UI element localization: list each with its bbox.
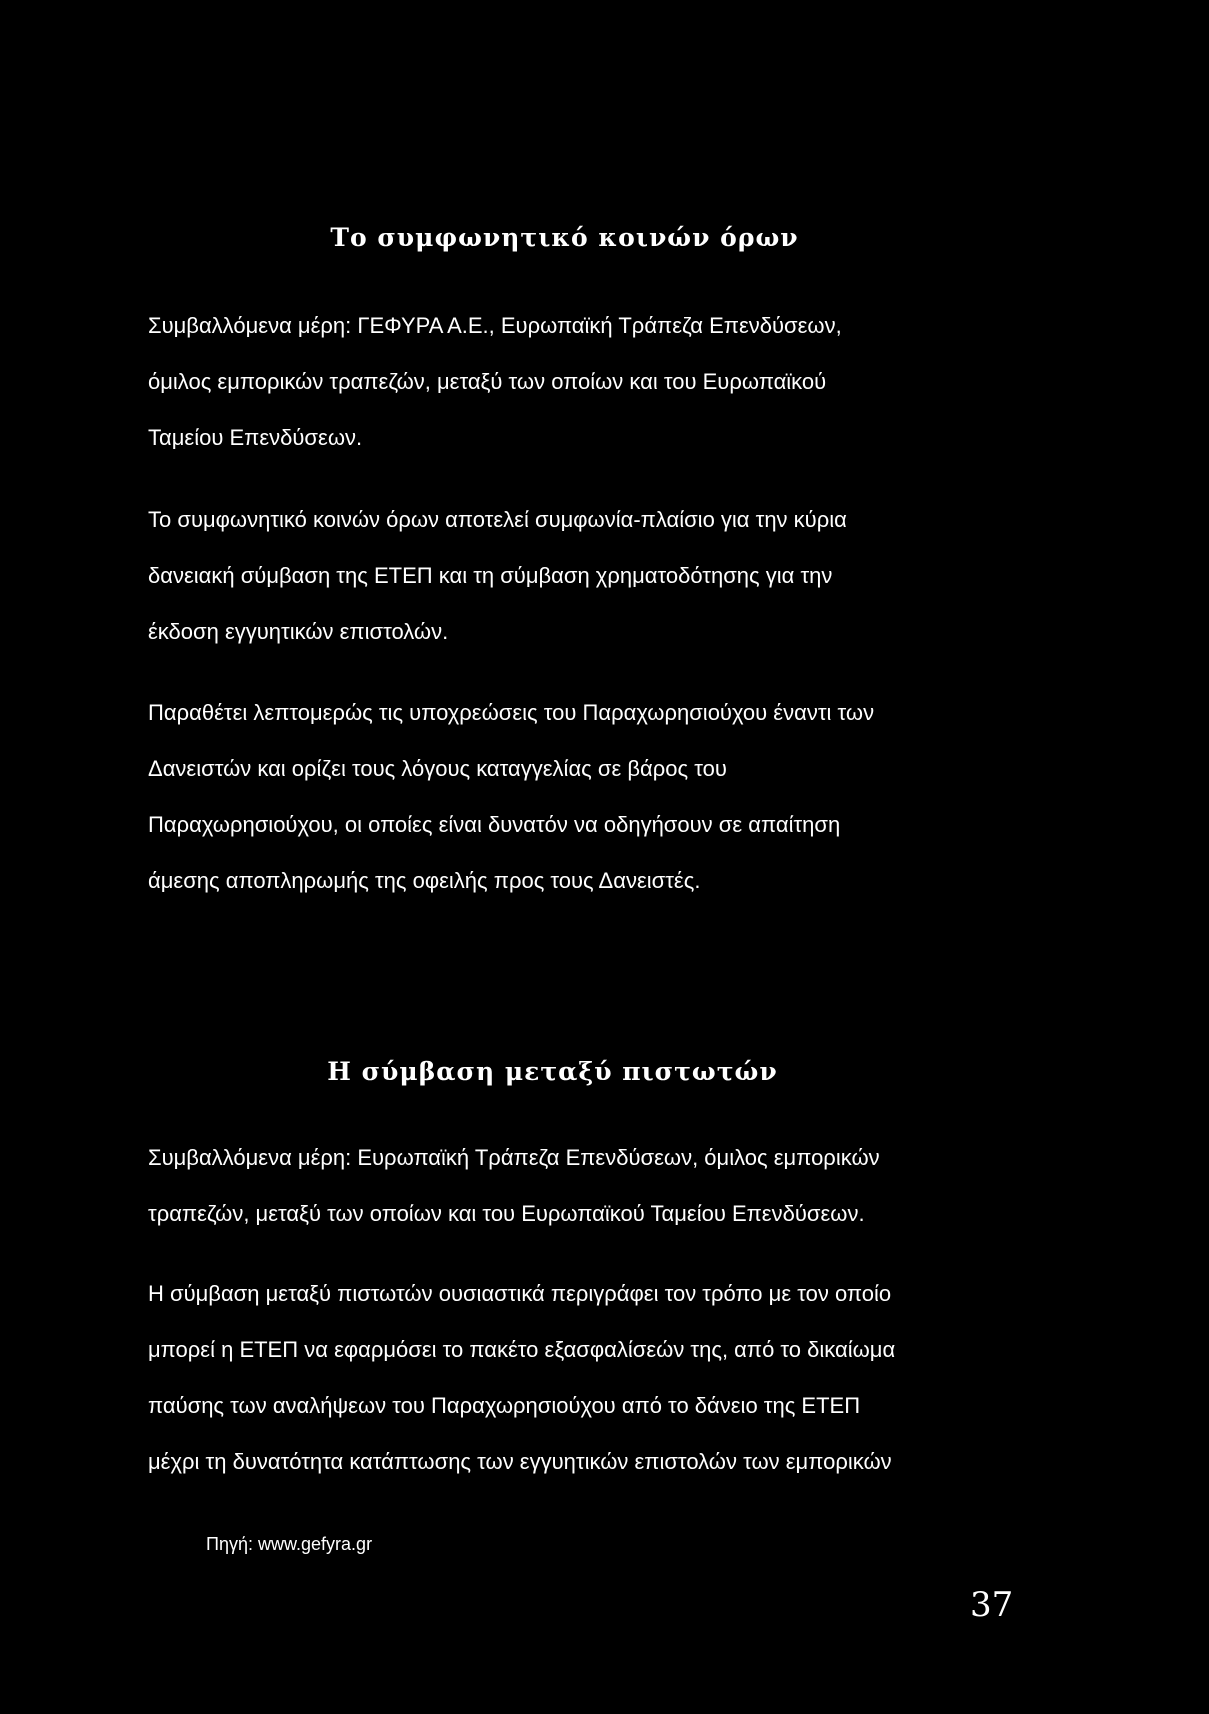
paragraph-line: τραπεζών, μεταξύ των οποίων και του Ευρωπαϊκού Ταμείου Επενδύσεων.: [148, 1201, 865, 1226]
paragraph-obligations: [148, 685, 1038, 909]
paragraph-line: έκδοση εγγυητικών επιστολών.: [148, 619, 449, 644]
paragraph-line: Το συμφωνητικό κοινών όρων αποτελεί συμφωνία-πλαίσιο για την κύρια: [148, 507, 847, 532]
paragraph-line: Ταμείου Επενδύσεων.: [148, 425, 363, 450]
paragraph-line: Συμβαλλόμενα μέρη: ΓΕΦΥΡΑ Α.Ε., Ευρωπαϊκή Τράπεζα Επενδύσεων,: [148, 313, 842, 338]
paragraph-line: Δανειστών και ορίζει τους λόγους καταγγελίας σε βάρος του: [148, 756, 727, 781]
paragraph-line: μέχρι τη δυνατότητα κατάπτωσης των εγγυητικών επιστολών των εμπορικών: [148, 1449, 892, 1474]
paragraph-line: όμιλος εμπορικών τραπεζών, μεταξύ των οποίων και του Ευρωπαϊκού: [148, 369, 827, 394]
paragraph-line: Παραχωρησιούχου, οι οποίες είναι δυνατόν να οδηγήσουν σε απαίτηση: [148, 812, 841, 837]
paragraph-parties-2: [148, 1130, 1038, 1242]
paragraph-security-package: [148, 1266, 1038, 1490]
paragraph-line: Η σύμβαση μεταξύ πιστωτών ουσιαστικά περιγράφει τον τρόπο με τον οποίο: [148, 1281, 892, 1306]
section-title-common-terms: Το συμφωνητικό κοινών όρων: [330, 223, 799, 252]
paragraph-line: παύσης των αναλήψεων του Παραχωρησιούχου από το δάνειο της ΕΤΕΠ: [148, 1393, 861, 1418]
paragraph-line: άμεσης αποπληρωμής της οφειλής προς τους Δανειστές.: [148, 868, 701, 893]
paragraph-line: μπορεί η ΕΤΕΠ να εφαρμόσει το πακέτο εξασφαλίσεών της, από το δικαίωμα: [148, 1337, 896, 1362]
page-number: 37: [970, 1585, 1014, 1625]
paragraph-line: Παραθέτει λεπτομερώς τις υποχρεώσεις του Παραχωρησιούχου έναντι των: [148, 700, 875, 725]
section-title-intercreditor: Η σύμβαση μεταξύ πιστωτών: [327, 1057, 778, 1086]
source-note: Πηγή: www.gefyra.gr: [206, 1534, 373, 1554]
paragraph-parties-1: [148, 298, 1038, 466]
paragraph-line: δανειακή σύμβαση της ΕΤΕΠ και τη σύμβαση χρηματοδότησης για την: [148, 563, 833, 588]
paragraph-framework: [148, 492, 1038, 660]
paragraph-line: Συμβαλλόμενα μέρη: Ευρωπαϊκή Τράπεζα Επενδύσεων, όμιλος εμπορικών: [148, 1145, 880, 1170]
